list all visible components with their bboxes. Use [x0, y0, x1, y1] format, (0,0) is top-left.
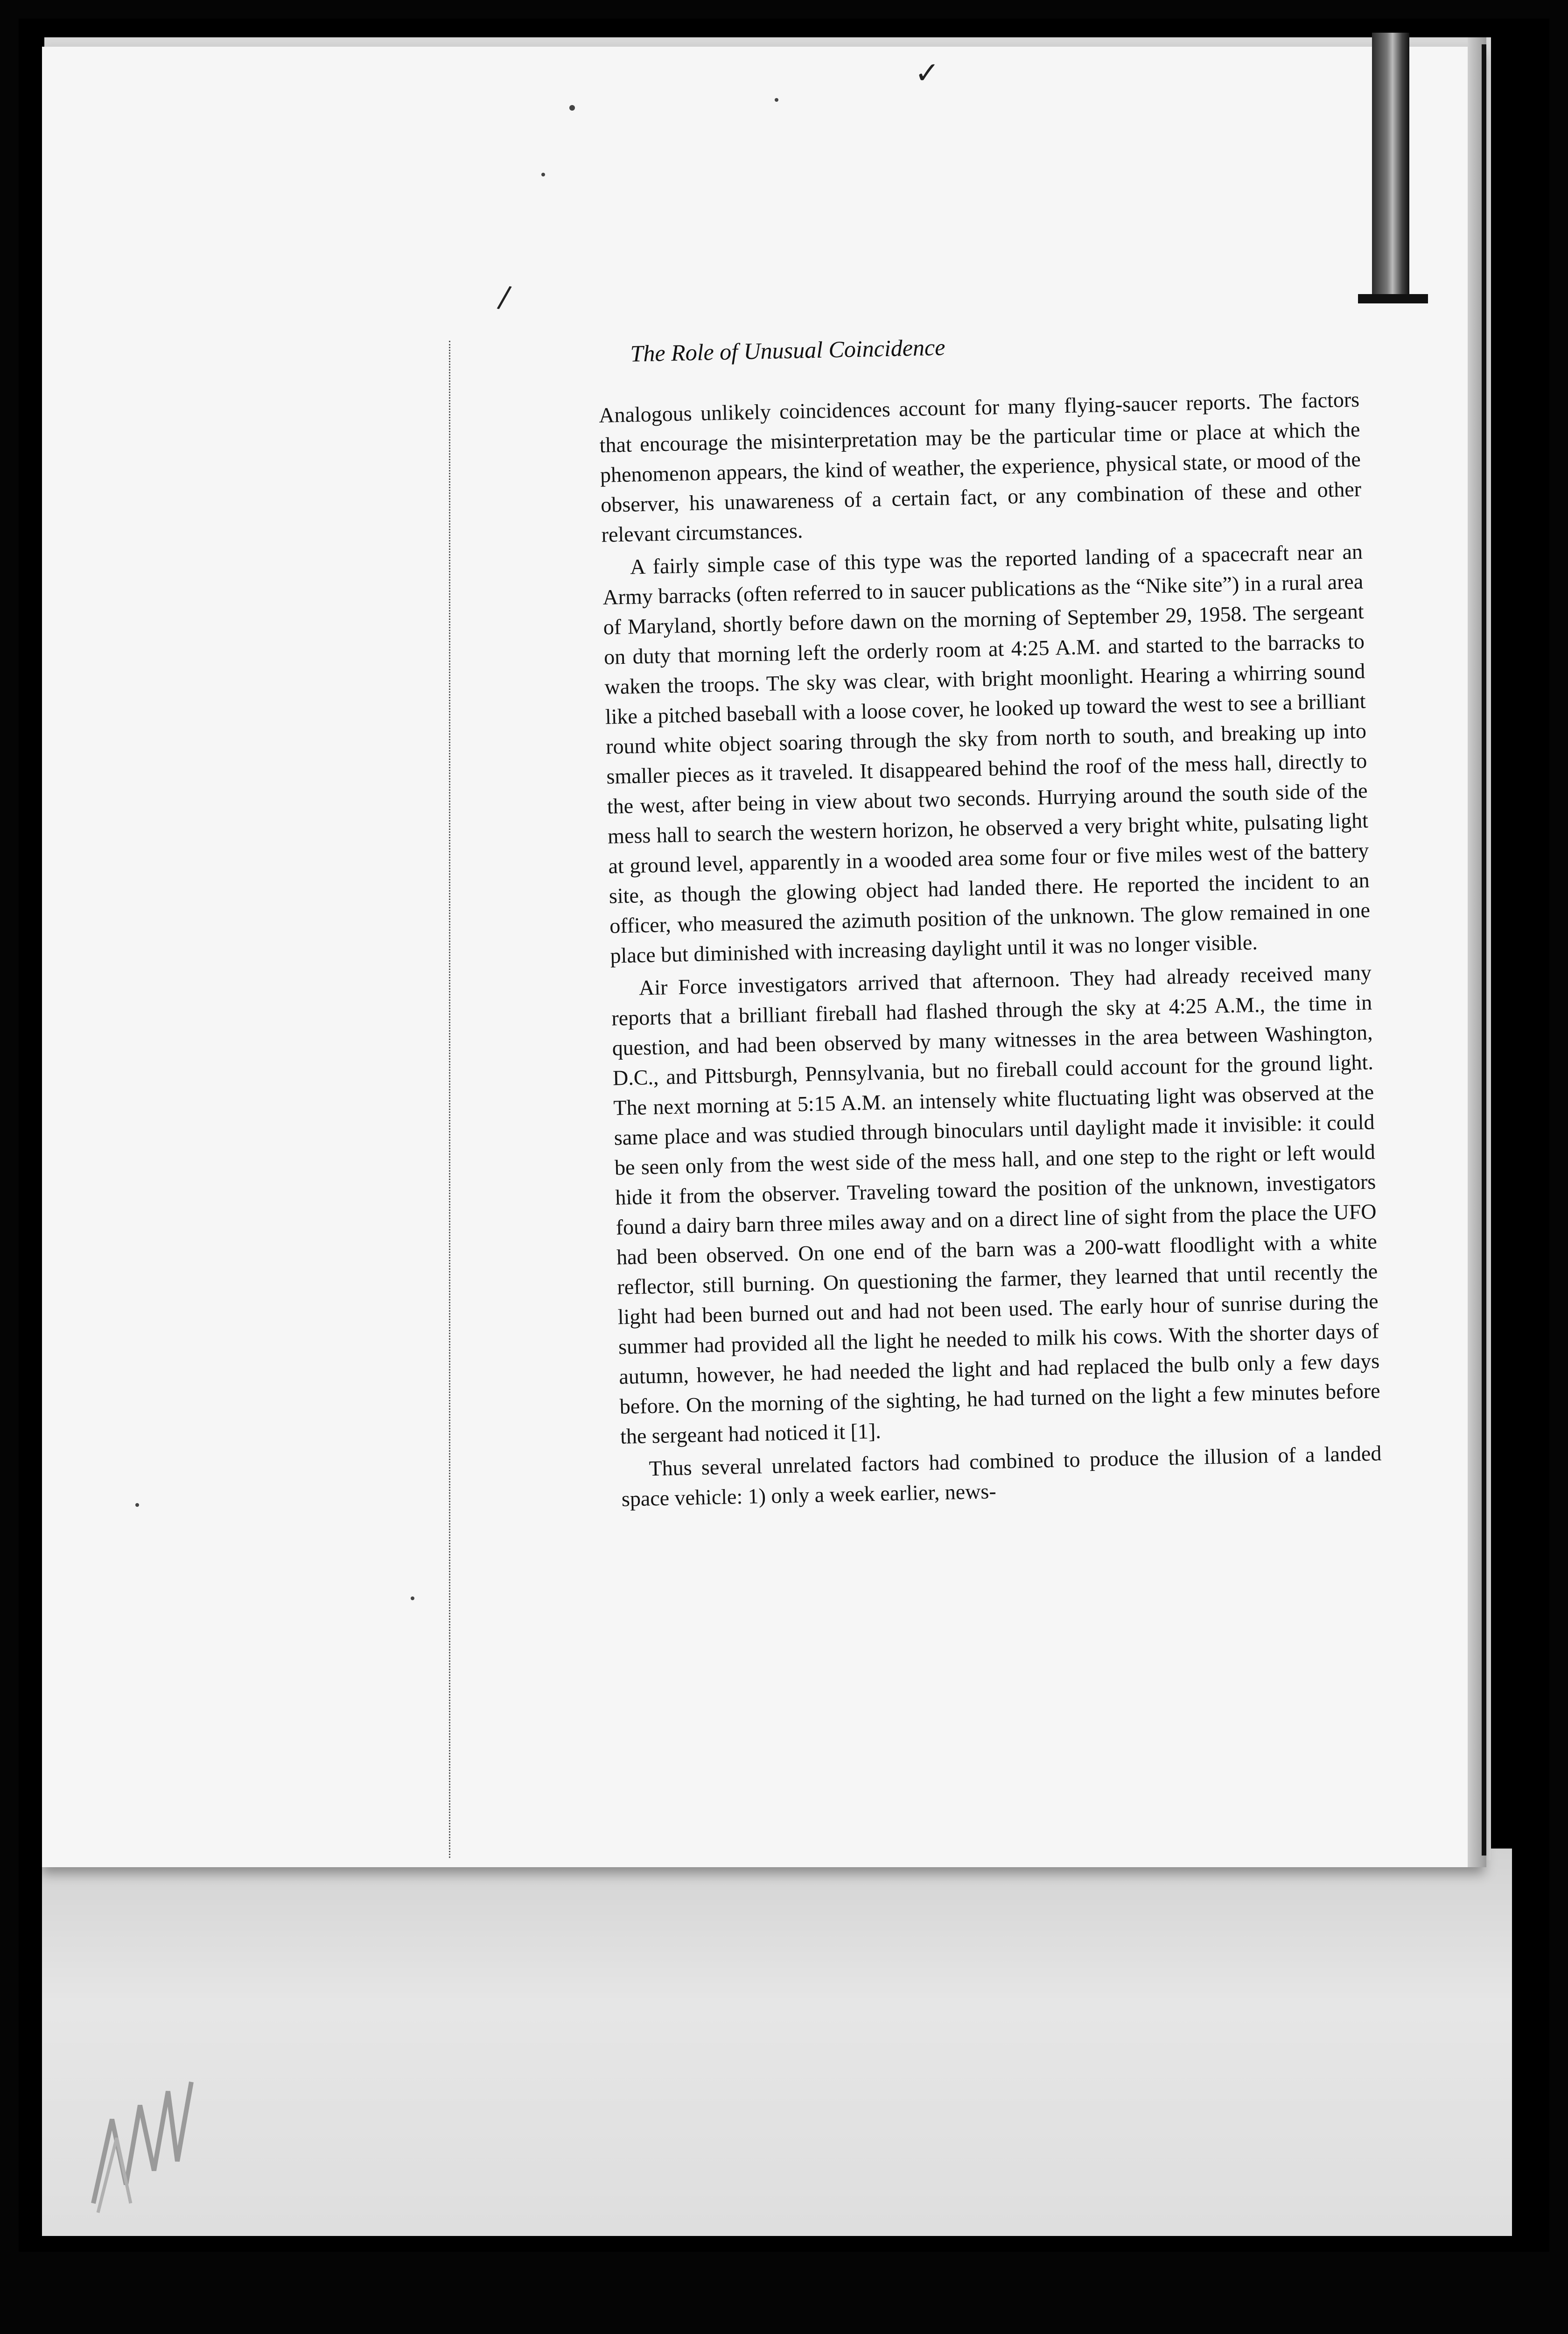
paragraph: Thus several unrelated factors had combined to produce the illusion of a landed space vehicle: 1) only a week earlier, news-	[621, 1441, 1382, 1511]
lower-film-strip	[42, 1849, 1512, 2236]
speck	[569, 105, 575, 111]
handwritten-scribble	[84, 2063, 205, 2222]
book-page-text	[597, 325, 1389, 1848]
check-mark: ✓	[915, 56, 940, 91]
margin-guide-line	[449, 341, 450, 1858]
speck	[775, 98, 778, 102]
speck	[411, 1596, 414, 1600]
slash-mark: /	[496, 279, 513, 316]
right-edge-rule	[1482, 44, 1486, 1856]
speck	[135, 1503, 139, 1507]
speck	[541, 173, 545, 176]
tab-marker-bar	[1372, 33, 1409, 294]
running-head: The Role of Unusual Coincidence	[630, 334, 945, 367]
paragraph: Analogous unlikely coincidences account for many flying-saucer reports. The factors that encourage the misinterpretation may be the particular time or place at which the phenomenon appears, the kind of weather, the experience, physical state, or mood of the observer, his unawareness of a certain fact, or any combination of these and other relevant circumstances.	[598, 387, 1362, 547]
tab-marker-base	[1358, 294, 1428, 303]
scribble-stroke	[93, 2082, 191, 2203]
paragraph: Air Force investigators arrived that afternoon. They had already received many reports that a brilliant fireball had flashed through the sky at 4:25 A.M., the time in question, and had been observed by many witnesses in the area between Washington, D.C., and Pittsburgh, Pennsylvania, but no fireball could account for the ground light. The next morning at 5:15 A.M. an intensely white fluctuating light was observed at the same place and was studied through binoculars until daylight made it invisible: it could be seen only from the west side of the mess hall, and one step to the right or left would hide it from the observer. Traveling toward the position of the unknown, investigators found a dairy barn three miles away and on a direct line of sight from the place the UFO had been observed. On one end of the barn was a 200-watt floodlight with a white reflector, still burning. On questioning the farmer, they learned that until recently the light had been burned out and had not been used. The early hour of sunrise during the summer had provided all the light he needed to milk his cows. With the shorter days of autumn, however, he had needed the light and had replaced the bulb only a few days before. On the morning of the sighting, he had turned on the light a few minutes before the sergeant had noticed it [1].	[611, 960, 1380, 1448]
scribble-stroke	[98, 2138, 131, 2213]
paragraph: A fairly simple case of this type was the reported landing of a spacecraft near an Army barracks (often referred to in saucer publications as the “Nike site”) in a rural area of Maryland, shortly before dawn on the morning of September 29, 1958. The sergeant on duty that morning left the orderly room at 4:25 A.M. and started to the barracks to waken the troops. The sky was clear, with bright moonlight. Hearing a whirring sound like a pitched baseball with a loose cover, he looked up toward the west to see a brilliant round white object soaring through the sky from north to south, and breaking up into smaller pieces as it traveled. It disappeared behind the roof of the mess hall, directly to the west, after being in view about two seconds. Hurrying around the south side of the mess hall to search the western horizon, he observed a very bright white, pulsating light at ground level, apparently in a wooded area some four or five miles west of the battery site, as though the glowing object had landed there. He reported the incident to an officer, who measured the azimuth position of the unknown. The glow remained in one place but diminished with increasing daylight until it was no longer visible.	[602, 539, 1371, 968]
tab-marker	[1358, 33, 1428, 303]
